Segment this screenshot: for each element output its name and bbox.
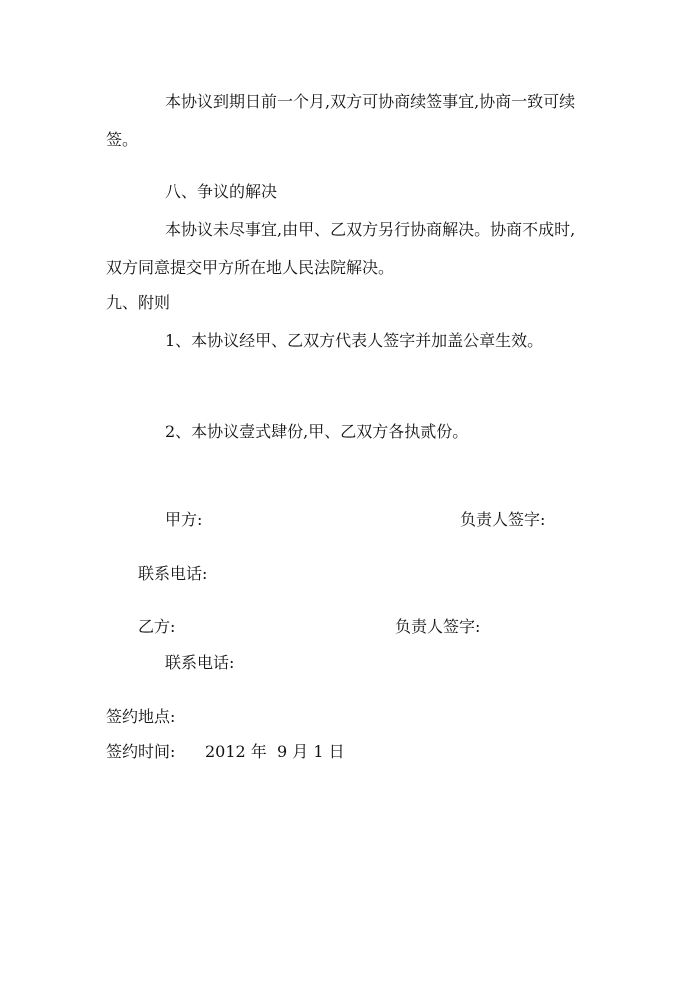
- section-8-body-line-2: 双方同意提交甲方所在地人民法院解决。: [106, 258, 395, 277]
- party-b-signer-label: 负责人签字:: [395, 617, 481, 636]
- section-8-heading: 八、争议的解决: [165, 182, 278, 201]
- party-b-phone-label: 联系电话:: [165, 653, 235, 672]
- section-8-body-line-1: 本协议未尽事宜,由甲、乙双方另行协商解决。协商不成时,: [165, 220, 576, 239]
- section-9-heading: 九、附则: [106, 293, 171, 312]
- clause-7-line-1: 本协议到期日前一个月,双方可协商续签事宜,协商一致可续: [165, 92, 576, 111]
- signing-time-label: 签约时间:: [106, 742, 176, 761]
- signing-place-label: 签约地点:: [106, 707, 176, 726]
- party-a-label: 甲方:: [165, 510, 203, 529]
- party-b-label: 乙方:: [138, 617, 176, 636]
- party-a-signer-label: 负责人签字:: [460, 510, 546, 529]
- section-9-item-2: 2、本协议壹式肆份,甲、乙双方各执贰份。: [165, 422, 469, 441]
- section-9-item-1: 1、本协议经甲、乙双方代表人签字并加盖公章生效。: [165, 331, 544, 350]
- party-a-phone-label: 联系电话:: [138, 564, 208, 583]
- signing-date: 2012 年 9 月 1 日: [205, 742, 345, 761]
- clause-7-line-2: 签。: [106, 130, 139, 149]
